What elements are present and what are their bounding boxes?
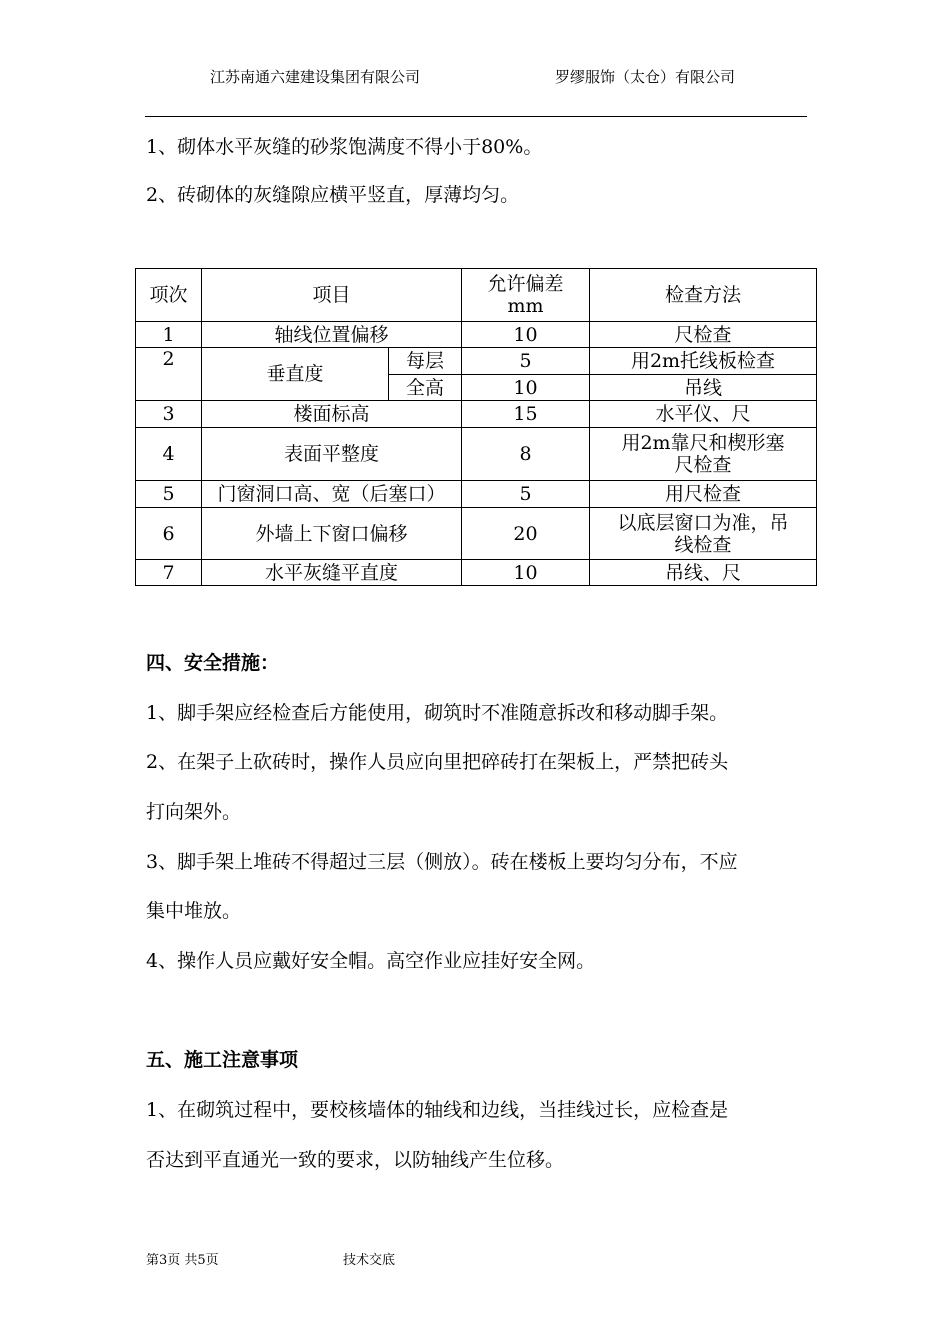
safety-line: 集中堆放。 (146, 900, 242, 922)
header-tolerance-label: 允许偏差 (487, 273, 564, 295)
method-cell (590, 428, 817, 481)
safety-line: 2、在架子上砍砖时，操作人员应向里把碎砖打在架板上，严禁把砖头 (146, 751, 729, 773)
intro-line-2: 2、砖砌体的灰缝隙应横平竖直，厚薄均匀。 (146, 184, 520, 206)
table-row (136, 401, 817, 428)
seq-cell: 4 (136, 428, 202, 481)
seq-cell: 5 (136, 481, 202, 508)
seq-cell: 7 (136, 560, 202, 586)
header-company-right: 罗缪服饰（太仓）有限公司 (555, 68, 736, 86)
tolerance-cell: 10 (462, 322, 590, 348)
tolerance-cell: 10 (462, 375, 590, 401)
method-cell: 用2m托线板检查 (590, 348, 817, 375)
item-cell: 水平灰缝平直度 (202, 560, 462, 586)
method-line-2: 线检查 (674, 533, 732, 556)
header-tolerance (462, 269, 590, 322)
seq-cell: 3 (136, 401, 202, 428)
method-line-1: 用2m靠尺和楔形塞 (621, 432, 785, 454)
item-cell: 门窗洞口高、宽（后塞口） (202, 481, 462, 508)
item-cell: 外墙上下窗口偏移 (202, 508, 462, 560)
header-divider (145, 116, 807, 117)
header-item: 项目 (202, 269, 462, 322)
method-cell: 吊线、尺 (590, 560, 817, 586)
header-method: 检查方法 (590, 269, 817, 322)
section-title-notes: 五、施工注意事项 (146, 1049, 299, 1071)
seq-cell: 2 (136, 348, 202, 401)
table-row (136, 428, 817, 481)
header-company-left: 江苏南通六建建设集团有限公司 (210, 68, 421, 86)
tolerance-cell: 20 (462, 508, 590, 560)
safety-line: 打向架外。 (146, 801, 242, 823)
method-cell: 用尺检查 (590, 481, 817, 508)
tolerance-cell: 8 (462, 428, 590, 481)
safety-line: 3、脚手架上堆砖不得超过三层（侧放）。砖在楼板上要均匀分布，不应 (146, 851, 738, 873)
intro-line-1: 1、砌体水平灰缝的砂浆饱满度不得小于80%。 (146, 136, 543, 158)
tolerance-cell: 15 (462, 401, 590, 428)
tolerance-cell: 10 (462, 560, 590, 586)
tolerance-table (135, 268, 817, 586)
tolerance-cell: 5 (462, 481, 590, 508)
item-cell: 轴线位置偏移 (202, 322, 462, 348)
method-cell: 吊线 (590, 375, 817, 401)
footer-doc-type: 技术交底 (343, 1253, 396, 1268)
tolerance-cell: 5 (462, 348, 590, 375)
item-cell: 楼面标高 (202, 401, 462, 428)
safety-line: 4、操作人员应戴好安全帽。高空作业应挂好安全网。 (146, 950, 596, 972)
table-row (136, 348, 817, 375)
subitem-cell: 全高 (389, 375, 462, 401)
seq-cell: 6 (136, 508, 202, 560)
method-cell (590, 508, 817, 560)
notes-line: 1、在砌筑过程中，要校核墙体的轴线和边线，当挂线过长，应检查是 (146, 1099, 729, 1121)
method-cell: 水平仪、尺 (590, 401, 817, 428)
table-row (136, 560, 817, 586)
method-line-1: 以底层窗口为准，吊 (617, 511, 789, 534)
table-row (136, 508, 817, 560)
safety-line: 1、脚手架应经检查后方能使用，砌筑时不准随意拆改和移动脚手架。 (146, 702, 729, 724)
footer-page-number: 第3页 共5页 (146, 1253, 219, 1268)
table-header-row (136, 269, 817, 322)
method-cell: 尺检查 (590, 322, 817, 348)
subitem-cell: 每层 (389, 348, 462, 375)
method-line-2: 尺检查 (674, 454, 732, 476)
header-unit: mm (507, 295, 544, 317)
notes-line: 否达到平直通光一致的要求，以防轴线产生位移。 (146, 1149, 565, 1171)
table-row (136, 322, 817, 348)
item-cell: 垂直度 (202, 348, 389, 401)
seq-cell: 1 (136, 322, 202, 348)
header-seq: 项次 (136, 269, 202, 322)
item-cell: 表面平整度 (202, 428, 462, 481)
section-title-safety: 四、安全措施： (146, 652, 280, 674)
table-row (136, 481, 817, 508)
